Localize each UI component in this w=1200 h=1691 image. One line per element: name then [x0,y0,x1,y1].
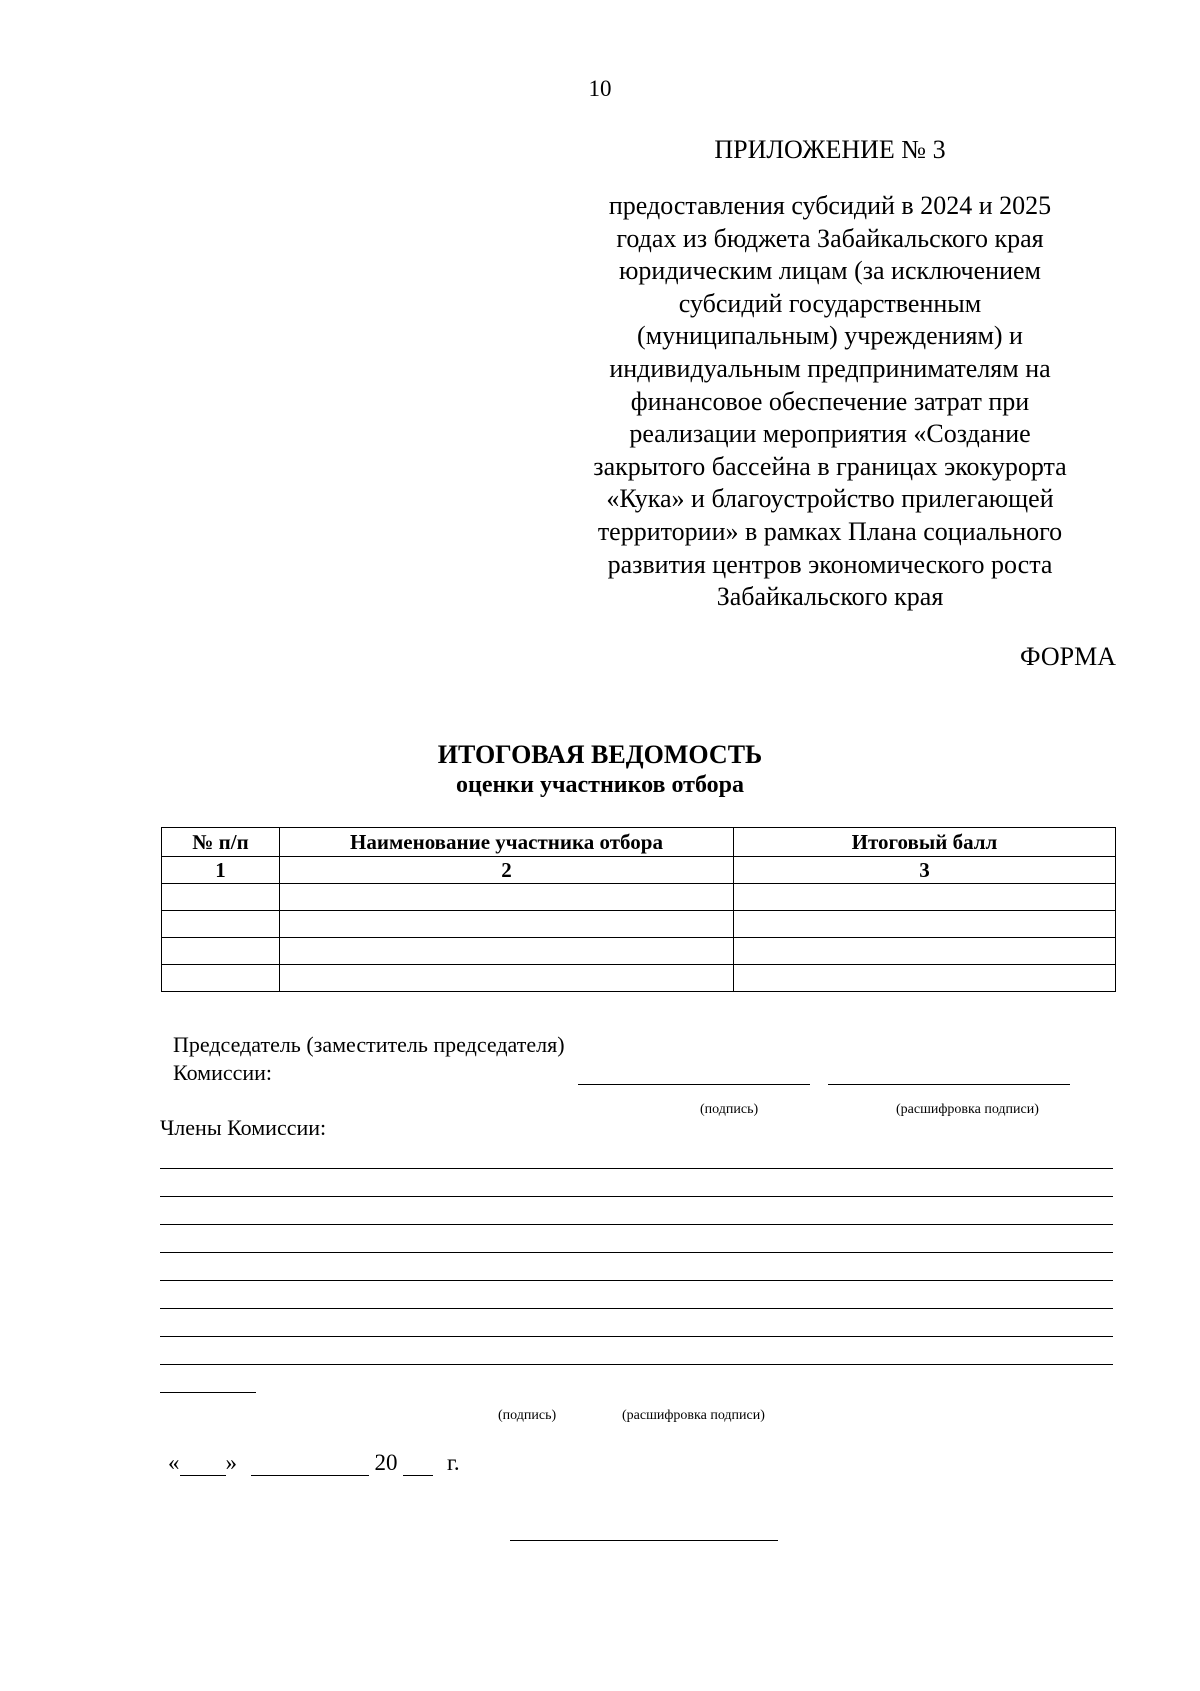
date-day-field[interactable] [180,1453,226,1476]
document-title: ИТОГОВАЯ ВЕДОМОСТЬ [437,740,763,769]
page-number: 10 [588,76,612,101]
date-open-quote: « [168,1450,180,1475]
table-cell[interactable] [734,884,1116,911]
appendix-line: закрытого бассейна в границах экокурорта [593,451,1067,481]
table-cell[interactable] [280,938,734,965]
bottom-signature-line[interactable] [510,1540,778,1541]
date-close-quote: » [225,1450,237,1475]
appendix-line: финансовое обеспечение затрат при [630,386,1030,416]
form-label: ФОРМА [1020,642,1116,671]
table-cell[interactable] [734,938,1116,965]
appendix-line: Забайкальского края [716,582,944,612]
signature-caption: (подпись) [700,1102,759,1117]
column-header-participant: Наименование участника отбора [280,828,734,857]
table-numbering-row [162,857,1116,884]
column-header-number: № п/п [162,828,280,857]
chairman-decoding-line[interactable] [828,1084,1070,1085]
members-label: Члены Комиссии: [160,1115,327,1140]
table-row [162,938,1116,965]
table-cell[interactable] [734,965,1116,992]
member-line[interactable] [160,1364,1113,1365]
member-line[interactable] [160,1196,1113,1197]
appendix-line: (муниципальным) учреждениям) и [637,321,1023,351]
column-number-2: 2 [280,857,734,884]
document-subtitle: оценки участников отбора [456,772,744,798]
appendix-line: «Кука» и благоустройство прилегающей [606,484,1054,514]
table-cell[interactable] [162,965,280,992]
table-row [162,884,1116,911]
column-header-score: Итоговый балл [734,828,1116,857]
decoding-caption: (расшифровка подписи) [896,1102,1039,1117]
member-line[interactable] [160,1168,1113,1169]
chairman-label: Председатель (заместитель председателя) [173,1032,565,1057]
column-number-1: 1 [162,857,280,884]
appendix-title: ПРИЛОЖЕНИЕ № 3 [714,135,946,164]
table-cell[interactable] [162,938,280,965]
appendix-line: годах из бюджета Забайкальского края [616,223,1044,253]
chairman-signature-line[interactable] [578,1084,810,1085]
member-line[interactable] [160,1224,1113,1225]
table-header-row [162,828,1116,857]
table-cell[interactable] [162,884,280,911]
appendix-line: предоставления субсидий в 2024 и 2025 [608,191,1052,220]
appendix-text [560,190,1100,614]
member-line[interactable] [160,1308,1113,1309]
date-line [168,1450,460,1476]
table-cell[interactable] [280,965,734,992]
date-month-field[interactable] [251,1453,369,1476]
member-line-short[interactable] [160,1392,256,1393]
members-decoding-caption: (расшифровка подписи) [622,1408,765,1423]
member-line[interactable] [160,1280,1113,1281]
table-cell[interactable] [280,884,734,911]
appendix-line: индивидуальным предпринимателям на [609,353,1051,383]
appendix-line: территории» в рамках Плана социального [597,516,1063,546]
member-line[interactable] [160,1336,1113,1337]
date-year-suffix: г. [447,1450,460,1475]
member-line[interactable] [160,1252,1113,1253]
appendix-line: юридическим лицам (за исключением [619,256,1041,286]
date-year-field[interactable] [403,1453,433,1476]
appendix-line: реализации мероприятия «Создание [629,419,1031,449]
commission-label: Комиссии: [173,1060,273,1085]
appendix-line: субсидий государственным [678,288,982,318]
table-cell[interactable] [734,911,1116,938]
column-number-3: 3 [734,857,1116,884]
results-table [161,827,1116,992]
table-cell[interactable] [280,911,734,938]
date-century: 20 [374,1450,398,1475]
members-signature-caption: (подпись) [498,1408,557,1423]
table-row [162,965,1116,992]
appendix-line: развития центров экономического роста [607,549,1053,579]
table-cell[interactable] [162,911,280,938]
table-row [162,911,1116,938]
